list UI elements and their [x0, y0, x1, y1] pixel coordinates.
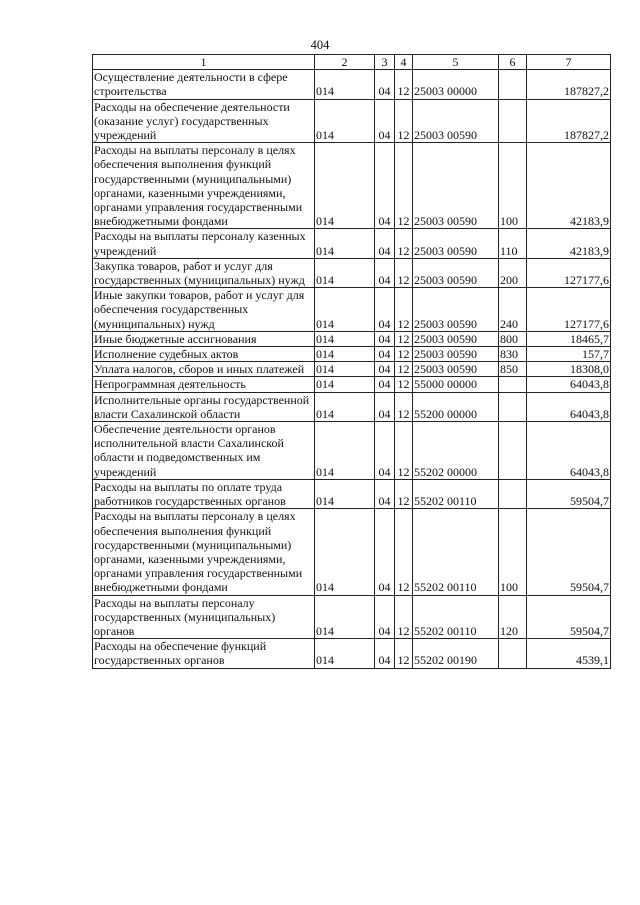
expense-name: Непрограммная деятельность — [93, 377, 315, 392]
section-code: 04 — [375, 377, 395, 392]
amount: 59504,7 — [527, 479, 611, 508]
section-code: 04 — [375, 595, 395, 639]
column-header: 2 — [315, 55, 375, 70]
target-article-code: 25003 00590 — [413, 258, 499, 287]
section-code: 04 — [375, 422, 395, 480]
subsection-code: 12 — [395, 422, 413, 480]
column-header: 1 — [93, 55, 315, 70]
section-code: 04 — [375, 639, 395, 668]
ministry-code: 014 — [315, 99, 375, 143]
expense-type-code — [499, 422, 527, 480]
table-row — [93, 229, 611, 258]
expense-type-code — [499, 639, 527, 668]
header-row — [93, 55, 611, 70]
table-row — [93, 377, 611, 392]
column-header: 5 — [413, 55, 499, 70]
section-code: 04 — [375, 143, 395, 229]
table-row — [93, 331, 611, 346]
section-code: 04 — [375, 392, 395, 421]
table-row — [93, 392, 611, 421]
amount: 64043,8 — [527, 377, 611, 392]
amount: 64043,8 — [527, 392, 611, 421]
target-article-code: 55202 00110 — [413, 595, 499, 639]
expense-name: Исполнение судебных актов — [93, 347, 315, 362]
table-row — [93, 99, 611, 143]
budget-table — [92, 54, 611, 669]
ministry-code: 014 — [315, 143, 375, 229]
section-code: 04 — [375, 479, 395, 508]
column-header: 6 — [499, 55, 527, 70]
expense-name: Расходы на обеспечение функций государственных органов — [93, 639, 315, 668]
target-article-code: 25003 00000 — [413, 70, 499, 99]
expense-name: Расходы на выплаты персоналу государственных (муниципальных) органов — [93, 595, 315, 639]
amount: 127177,6 — [527, 288, 611, 332]
ministry-code: 014 — [315, 639, 375, 668]
expense-name: Обеспечение деятельности органов исполнительной власти Сахалинской области и подведомственных им учреждений — [93, 422, 315, 480]
ministry-code: 014 — [315, 422, 375, 480]
expense-type-code: 830 — [499, 347, 527, 362]
amount: 187827,2 — [527, 70, 611, 99]
expense-type-code: 800 — [499, 331, 527, 346]
target-article-code: 55200 00000 — [413, 392, 499, 421]
table-row — [93, 509, 611, 595]
subsection-code: 12 — [395, 479, 413, 508]
subsection-code: 12 — [395, 258, 413, 287]
section-code: 04 — [375, 331, 395, 346]
expense-name: Иные закупки товаров, работ и услуг для обеспечения государственных (муниципальных) нужд — [93, 288, 315, 332]
subsection-code: 12 — [395, 377, 413, 392]
expense-name: Расходы на выплаты по оплате труда работников государственных органов — [93, 479, 315, 508]
amount: 187827,2 — [527, 99, 611, 143]
ministry-code: 014 — [315, 509, 375, 595]
ministry-code: 014 — [315, 288, 375, 332]
table-row — [93, 347, 611, 362]
ministry-code: 014 — [315, 392, 375, 421]
amount: 4539,1 — [527, 639, 611, 668]
expense-name: Закупка товаров, работ и услуг для государственных (муниципальных) нужд — [93, 258, 315, 287]
expense-name: Уплата налогов, сборов и иных платежей — [93, 362, 315, 377]
subsection-code: 12 — [395, 347, 413, 362]
amount: 64043,8 — [527, 422, 611, 480]
expense-type-code: 110 — [499, 229, 527, 258]
subsection-code: 12 — [395, 143, 413, 229]
ministry-code: 014 — [315, 229, 375, 258]
expense-type-code: 200 — [499, 258, 527, 287]
expense-name: Расходы на выплаты персоналу казенных учреждений — [93, 229, 315, 258]
ministry-code: 014 — [315, 331, 375, 346]
amount: 59504,7 — [527, 509, 611, 595]
target-article-code: 25003 00590 — [413, 362, 499, 377]
expense-type-code: 100 — [499, 143, 527, 229]
subsection-code: 12 — [395, 331, 413, 346]
subsection-code: 12 — [395, 509, 413, 595]
expense-type-code — [499, 99, 527, 143]
target-article-code: 55202 00190 — [413, 639, 499, 668]
expense-type-code: 120 — [499, 595, 527, 639]
table-row — [93, 258, 611, 287]
page-number: 404 — [310, 38, 330, 52]
ministry-code: 014 — [315, 479, 375, 508]
table-row — [93, 362, 611, 377]
target-article-code: 25003 00590 — [413, 331, 499, 346]
table-row — [93, 288, 611, 332]
table-row — [93, 143, 611, 229]
expense-type-code: 850 — [499, 362, 527, 377]
target-article-code: 55000 00000 — [413, 377, 499, 392]
section-code: 04 — [375, 229, 395, 258]
subsection-code: 12 — [395, 595, 413, 639]
expense-name: Осуществление деятельности в сфере строительства — [93, 70, 315, 99]
section-code: 04 — [375, 70, 395, 99]
target-article-code: 25003 00590 — [413, 143, 499, 229]
amount: 157,7 — [527, 347, 611, 362]
subsection-code: 12 — [395, 99, 413, 143]
target-article-code: 25003 00590 — [413, 288, 499, 332]
amount: 18465,7 — [527, 331, 611, 346]
expense-name: Исполнительные органы государственной власти Сахалинской области — [93, 392, 315, 421]
section-code: 04 — [375, 288, 395, 332]
target-article-code: 25003 00590 — [413, 99, 499, 143]
ministry-code: 014 — [315, 258, 375, 287]
subsection-code: 12 — [395, 288, 413, 332]
section-code: 04 — [375, 99, 395, 143]
expense-name: Расходы на выплаты персоналу в целях обеспечения выполнения функций государственными (муниципальными) органами, казенными учреждениями, органами управления государственными внебюджетными фондами — [93, 143, 315, 229]
section-code: 04 — [375, 347, 395, 362]
column-header: 7 — [527, 55, 611, 70]
expense-type-code: 240 — [499, 288, 527, 332]
ministry-code: 014 — [315, 347, 375, 362]
table-row — [93, 595, 611, 639]
amount: 42183,9 — [527, 143, 611, 229]
ministry-code: 014 — [315, 70, 375, 99]
subsection-code: 12 — [395, 70, 413, 99]
expense-type-code — [499, 70, 527, 99]
ministry-code: 014 — [315, 377, 375, 392]
table-row — [93, 639, 611, 668]
expense-type-code — [499, 392, 527, 421]
table-row — [93, 479, 611, 508]
expense-name: Расходы на обеспечение деятельности (оказание услуг) государственных учреждений — [93, 99, 315, 143]
amount: 127177,6 — [527, 258, 611, 287]
expense-type-code: 100 — [499, 509, 527, 595]
expense-type-code — [499, 479, 527, 508]
subsection-code: 12 — [395, 362, 413, 377]
target-article-code: 25003 00590 — [413, 347, 499, 362]
ministry-code: 014 — [315, 595, 375, 639]
amount: 18308,0 — [527, 362, 611, 377]
subsection-code: 12 — [395, 392, 413, 421]
amount: 42183,9 — [527, 229, 611, 258]
column-header: 3 — [375, 55, 395, 70]
expense-name: Иные бюджетные ассигнования — [93, 331, 315, 346]
target-article-code: 55202 00000 — [413, 422, 499, 480]
expense-name: Расходы на выплаты персоналу в целях обеспечения выполнения функций государственными (муниципальными) органами, казенными учреждениями, органами управления государственными внебюджетными фондами — [93, 509, 315, 595]
table-row — [93, 422, 611, 480]
subsection-code: 12 — [395, 639, 413, 668]
target-article-code: 55202 00110 — [413, 509, 499, 595]
section-code: 04 — [375, 258, 395, 287]
target-article-code: 25003 00590 — [413, 229, 499, 258]
expense-type-code — [499, 377, 527, 392]
ministry-code: 014 — [315, 362, 375, 377]
section-code: 04 — [375, 362, 395, 377]
table-row — [93, 70, 611, 99]
target-article-code: 55202 00110 — [413, 479, 499, 508]
column-header: 4 — [395, 55, 413, 70]
subsection-code: 12 — [395, 229, 413, 258]
section-code: 04 — [375, 509, 395, 595]
amount: 59504,7 — [527, 595, 611, 639]
